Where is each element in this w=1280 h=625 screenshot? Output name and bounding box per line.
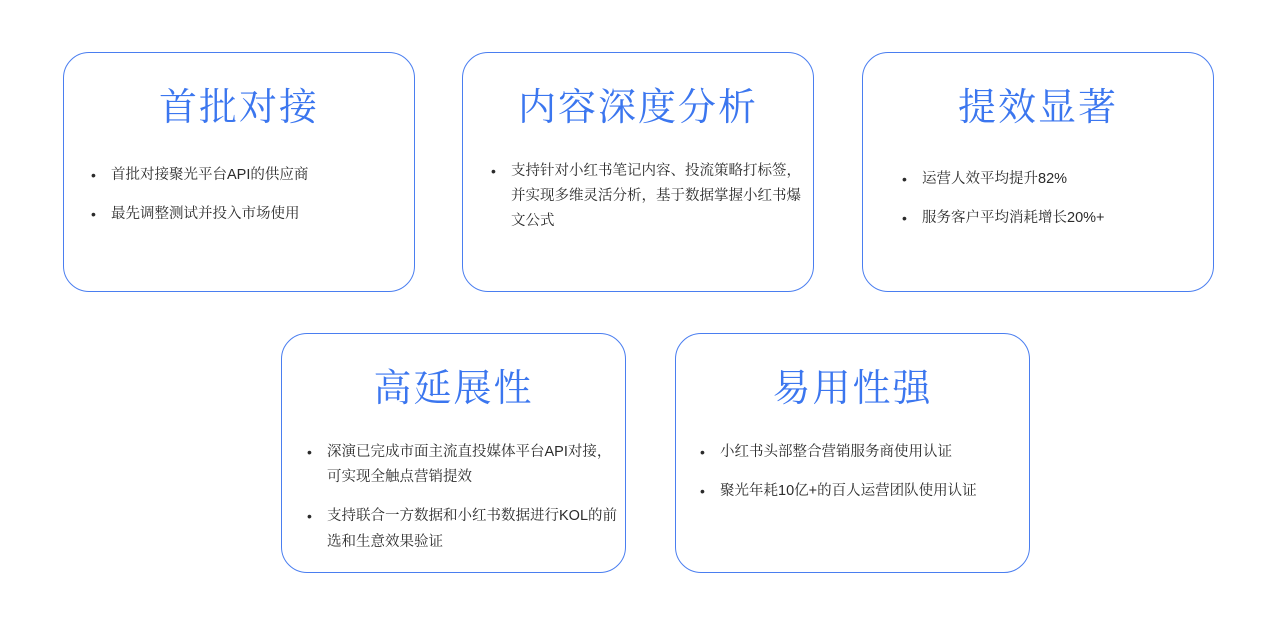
bullet-text: 支持联合一方数据和小红书数据进行KOL的前选和生意效果验证	[327, 508, 618, 550]
list-item	[902, 206, 1220, 231]
card-bullet-list	[289, 440, 618, 556]
card-bullet-list	[69, 163, 409, 228]
card-title: 易用性强	[772, 368, 933, 410]
bullet-dot-icon: •	[91, 166, 96, 183]
bullet-dot-icon: •	[700, 443, 705, 460]
card-title: 提效显著	[957, 87, 1118, 129]
bullet-dot-icon: •	[91, 205, 96, 222]
bullet-dot-icon: •	[307, 443, 312, 460]
list-item	[307, 504, 618, 555]
bullet-dot-icon: •	[700, 482, 705, 499]
list-item	[491, 159, 809, 235]
card-title: 首批对接	[158, 87, 319, 129]
list-item	[91, 202, 409, 227]
bullet-dot-icon: •	[902, 209, 907, 226]
feature-card-content-analysis	[462, 52, 814, 292]
bullet-text: 服务客户平均消耗增长20%+	[922, 209, 1105, 226]
bullet-text: 聚光年耗10亿+的百人运营团队使用认证	[720, 482, 977, 499]
bullet-text: 深演已完成市面主流直投媒体平台API对接，可实现全触点营销提效	[327, 443, 612, 485]
feature-card-usability	[675, 333, 1030, 573]
list-item	[902, 167, 1220, 192]
card-bullet-list	[467, 159, 809, 235]
card-title: 高延展性	[373, 368, 534, 410]
bullet-dot-icon: •	[902, 170, 907, 187]
list-item	[307, 440, 618, 491]
feature-card-extensibility	[281, 333, 626, 573]
bullet-text: 首批对接聚光平台API的供应商	[111, 166, 309, 183]
list-item	[700, 440, 1021, 465]
card-bullet-list	[856, 167, 1220, 232]
bullet-dot-icon: •	[491, 162, 496, 179]
feature-card-efficiency	[862, 52, 1214, 292]
card-title: 内容深度分析	[517, 87, 758, 129]
bullet-text: 运营人效平均提升82%	[922, 170, 1068, 187]
bullet-text: 小红书头部整合营销服务商使用认证	[720, 443, 952, 460]
feature-card-first-integration	[63, 52, 415, 292]
bullet-text: 支持针对小红书笔记内容、投流策略打标签，并实现多维灵活分析，基于数据掌握小红书爆文公式	[511, 162, 801, 230]
list-item	[91, 163, 409, 188]
bullet-dot-icon: •	[307, 508, 312, 525]
bullet-text: 最先调整测试并投入市场使用	[111, 205, 300, 222]
card-bullet-list	[684, 440, 1021, 505]
list-item	[700, 479, 1021, 504]
